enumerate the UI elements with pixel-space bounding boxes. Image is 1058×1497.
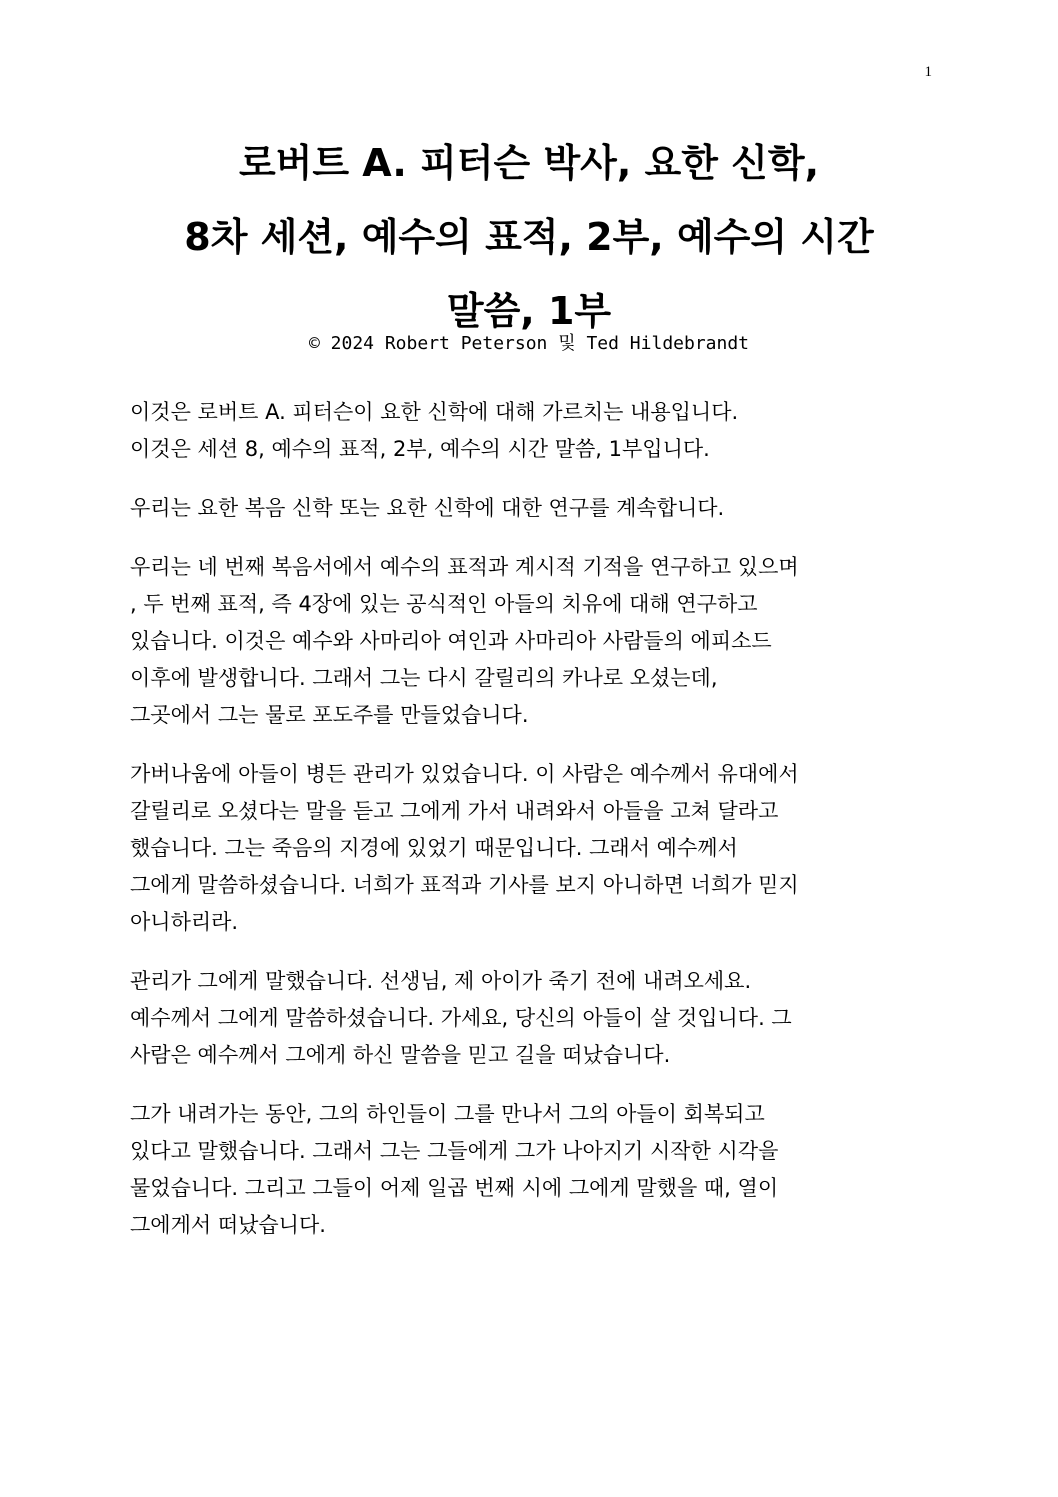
text-line: 있다고 말했습니다. 그래서 그는 그들에게 그가 나아지기 시작한 시각을 bbox=[130, 1139, 779, 1163]
copyright-notice: © 2024 Robert Peterson 및 Ted Hildebrandt bbox=[308, 333, 750, 354]
text-line: 있습니다. 이것은 예수와 사마리아 여인과 사마리아 사람들의 에피소드 bbox=[130, 629, 772, 653]
text-line: 가버나움에 아들이 병든 관리가 있었습니다. 이 사람은 예수께서 유대에서 bbox=[130, 762, 799, 786]
paragraph bbox=[130, 963, 930, 1074]
text-line: 관리가 그에게 말했습니다. 선생님, 제 아이가 죽기 전에 내려오세요. bbox=[130, 969, 752, 993]
text-line: 이것은 로버트 A. 피터슨이 요한 신학에 대해 가르치는 내용입니다. bbox=[130, 400, 739, 424]
text-line: 그곳에서 그는 물로 포도주를 만들었습니다. bbox=[130, 703, 529, 727]
text-line: 이후에 발생합니다. 그래서 그는 다시 갈릴리의 카나로 오셨는데, bbox=[130, 666, 718, 690]
text-line: 그가 내려가는 동안, 그의 하인들이 그를 만나서 그의 아들이 회복되고 bbox=[130, 1102, 765, 1126]
paragraph bbox=[130, 549, 930, 734]
title-line: 로버트 A. 피터슨 박사, 요한 신학, bbox=[238, 141, 820, 185]
paragraph bbox=[130, 756, 930, 941]
text-line: 이것은 세션 8, 예수의 표적, 2부, 예수의 시간 말씀, 1부입니다. bbox=[130, 437, 710, 461]
document-title bbox=[60, 126, 998, 348]
text-line: 아니하리라. bbox=[130, 910, 239, 934]
text-line: , 두 번째 표적, 즉 4장에 있는 공식적인 아들의 치유에 대해 연구하고 bbox=[130, 592, 758, 616]
title-line: 8차 세션, 예수의 표적, 2부, 예수의 시간 bbox=[184, 215, 874, 259]
text-line: 했습니다. 그는 죽음의 지경에 있었기 때문입니다. 그래서 예수께서 bbox=[130, 836, 738, 860]
paragraph bbox=[130, 394, 930, 468]
text-line: 사람은 예수께서 그에게 하신 말씀을 믿고 길을 떠났습니다. bbox=[130, 1043, 671, 1067]
text-line: 그에게서 떠났습니다. bbox=[130, 1213, 326, 1237]
text-line: 예수께서 그에게 말씀하셨습니다. 가세요, 당신의 아들이 살 것입니다. 그 bbox=[130, 1006, 792, 1030]
paragraph bbox=[130, 1096, 930, 1244]
text-line: 갈릴리로 오셨다는 말을 듣고 그에게 가서 내려와서 아들을 고쳐 달라고 bbox=[130, 799, 779, 823]
title-line: 말씀, 1부 bbox=[446, 289, 612, 333]
text-line: 물었습니다. 그리고 그들이 어제 일곱 번째 시에 그에게 말했을 때, 열이 bbox=[130, 1176, 779, 1200]
page-number: 1 bbox=[924, 64, 932, 80]
text-line: 우리는 요한 복음 신학 또는 요한 신학에 대한 연구를 계속합니다. bbox=[130, 496, 725, 520]
paragraph bbox=[130, 490, 930, 527]
text-line: 그에게 말씀하셨습니다. 너희가 표적과 기사를 보지 아니하면 너희가 믿지 bbox=[130, 873, 799, 897]
text-line: 우리는 네 번째 복음서에서 예수의 표적과 계시적 기적을 연구하고 있으며 bbox=[130, 555, 799, 579]
document-body bbox=[130, 394, 930, 1266]
